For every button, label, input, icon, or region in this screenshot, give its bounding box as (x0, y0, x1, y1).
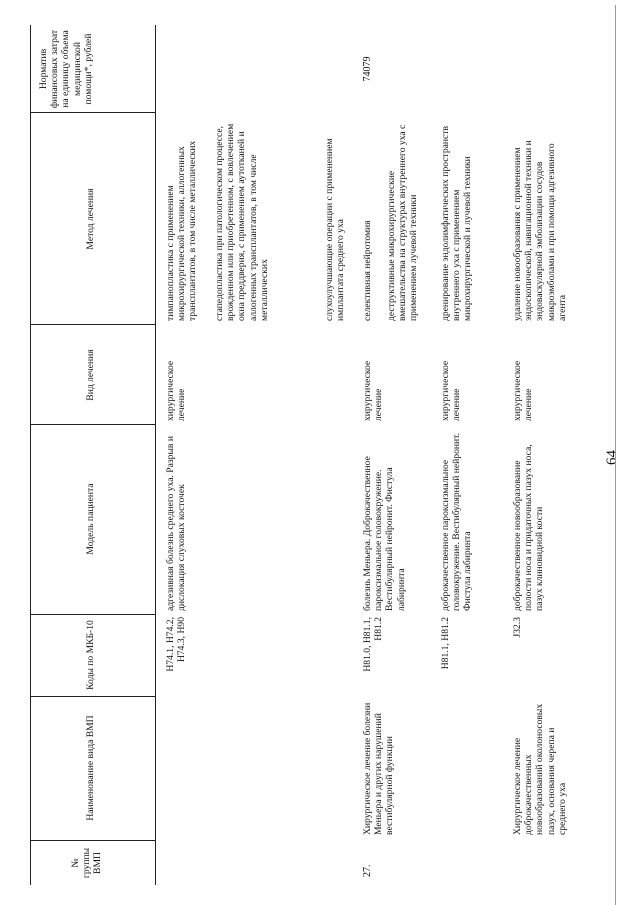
table-cell-icd: J32.3 (512, 617, 523, 638)
table-cell-group-no: 27. (362, 864, 373, 877)
column-divider (30, 840, 155, 841)
header-patient-model: Модель пациента (85, 483, 96, 555)
header-treatment-type: Вид лечения (85, 349, 96, 401)
table-cell-method: тимпанопластика с применением микрохирургической техники, аллогенных трансплантатов, в том числе металлических (165, 140, 199, 321)
table-cell-icd: H74.1, H74.2, H74.3, H90 (165, 617, 188, 672)
column-divider (30, 112, 155, 113)
table-cell-patient-model: адгезивная болезнь среднего уха. Разрыв и дислокация слуховых косточек (165, 436, 188, 611)
page-number: 64 (604, 450, 620, 465)
column-divider (30, 424, 155, 425)
page-bottom-rule (615, 5, 616, 905)
table-cell-icd: H81.0, H81.1, H81.2 (362, 617, 385, 672)
table-cell-icd: H81.1, H81.2 (440, 617, 451, 670)
column-divider (30, 324, 155, 325)
table-cell-treatment-type: хирургическое лечение (512, 360, 535, 421)
table-cell-method: деструктивные микрохирургические вмешательства на структурах внутреннего уха с применением лучевой техники (386, 124, 420, 321)
header-group-no: № группы ВМП (70, 847, 104, 879)
table-cell-vmp-name: Хирургическое лечение доброкачественных новообразований околоносовых пазух, основания черепа и среднего уха (512, 703, 568, 835)
header-vmp-name: Наименование вида ВМП (85, 715, 96, 821)
table-cell-method: удаление новообразования с применением эндоскопической, навигационной техники и эндоваскулярной эмболизации сосудов микроэмболами и при помощи адгезивного агента (512, 140, 568, 321)
column-divider (30, 614, 155, 615)
table-cell-vmp-name: Хирургическое лечение болезни Меньера и других нарушений вестибулярной функции (362, 702, 396, 835)
column-divider (30, 696, 155, 697)
table-cell-method: стапедопластика при патологическом процессе, врожденном или приобретенном, с вовлечением окна преддверия, с применением аутотканей и аллогенных трансплантатов, в том числе металлических (214, 123, 270, 321)
header-icd-codes: Коды по МКБ-10 (85, 620, 96, 690)
header-bottom-border (155, 25, 156, 885)
table-cell-patient-model: доброкачественное новообразование полости носа и придаточных пазух носа, пазух клиновидной кости (512, 444, 546, 611)
table-cell-patient-model: доброкачественное пароксизмальное головокружение. Вестибулярный нейронит. Фистула лабиринта (440, 432, 474, 611)
table-cell-method: селективная нейротомия (362, 220, 373, 321)
table-cell-method: слухоулучшающие операции с применением имплантата среднего уха (324, 138, 347, 321)
header-cost-norm: Норматив финансовых затрат на единицу объема медицинской помощи*, рублей (38, 29, 94, 109)
table-cell-treatment-type: хирургическое лечение (362, 360, 385, 421)
table-cell-treatment-type: хирургическое лечение (165, 360, 188, 421)
header-treatment-method: Метод лечения (85, 188, 96, 250)
table-top-border (30, 25, 31, 885)
table-cell-method: дренирование эндолимфатических пространств внутреннего уха с применением микрохирургической и лучевой техники (440, 125, 474, 321)
table-cell-treatment-type: хирургическое лечение (440, 360, 463, 421)
table-cell-patient-model: болезнь Меньера. Доброкачественное пароксизмальное головокружение. Вестибулярный нейронит. Фистула лабиринта (362, 456, 407, 611)
table-cell-cost: 74079 (362, 56, 373, 82)
